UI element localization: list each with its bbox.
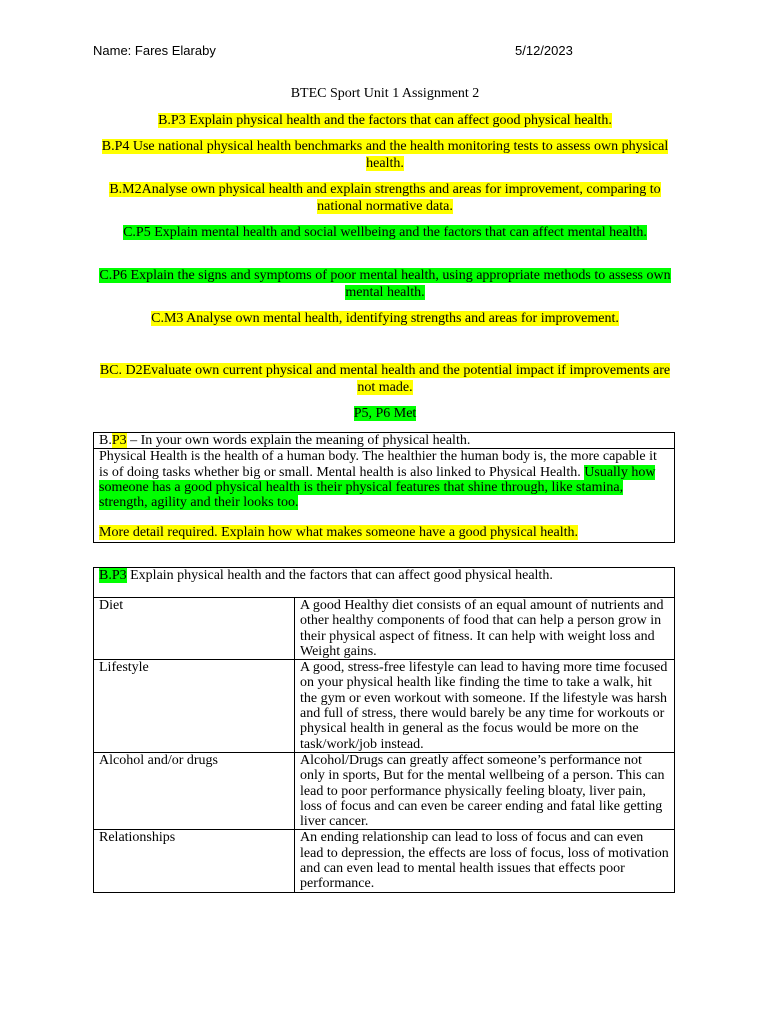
factor-description-cell[interactable]: Alcohol/Drugs can greatly affect someone’s performance not only in sports, But for the mental wellbeing of a person. This can lead to poor performance physically feeling bloaty, liver pain, loss of focus and can even be career ending and fatal like getting liver cancer. [295, 752, 675, 829]
table-row [94, 433, 675, 449]
question-cell [94, 433, 675, 449]
criterion-bp4-text: B.P4 Use national physical health benchmarks and the health monitoring tests to assess own physical health. [101, 139, 669, 171]
table-row [94, 752, 675, 829]
met-status-text: P5, P6 Met [353, 406, 417, 421]
assignment-title-text: BTEC Sport Unit 1 Assignment 2 [290, 86, 480, 101]
question-text: – In your own words explain the meaning of physical health. [126, 433, 471, 448]
criterion-cm3 [90, 311, 680, 328]
factor-description-cell[interactable]: A good, stress-free lifestyle can lead to having more time focused on your physical health like finding the time to take a walk, hit the gym or even workout with someone. If the lifestyle was harsh and full of stress, there would barely be any time for workouts or physical health in general as the focus would be more on the task/work/job instead. [295, 660, 675, 753]
criterion-bp3 [90, 113, 680, 130]
table-row [94, 598, 675, 660]
factor-cell: Diet [94, 598, 295, 660]
factor-cell: Lifestyle [94, 660, 295, 753]
criterion-cp5-text: C.P5 Explain mental health and social wellbeing and the factors that can affect mental health. [123, 225, 647, 240]
criterion-bp4 [90, 139, 680, 172]
criterion-bp3-text: B.P3 Explain physical health and the factors that can affect good physical health. [158, 113, 612, 128]
assignment-title [90, 86, 680, 103]
factors-header-text: Explain physical health and the factors that can affect good physical health. [126, 568, 553, 583]
criterion-cp6 [90, 268, 680, 301]
question-prefix: B. [99, 433, 112, 448]
teacher-feedback: More detail required. Explain how what makes someone have a good physical health. [99, 525, 578, 541]
table-row [94, 660, 675, 753]
factor-description-cell[interactable]: A good Healthy diet consists of an equal amount of nutrients and other healthy components of food that can help a person grow in their physical aspect of fitness. It can help with weight loss and Weight gains. [295, 598, 675, 660]
answer-highlighted-text: Usually how someone has a good physical health is their physical features that shine through, like stamina, strength, agility and their looks too. [99, 464, 656, 511]
question-code: P3 [111, 433, 127, 448]
criterion-cm3-text: C.M3 Analyse own mental health, identifying strengths and areas for improvement. [151, 311, 619, 326]
criterion-bm2 [90, 182, 680, 215]
student-name: Name: Fares Elaraby [93, 43, 216, 58]
physical-health-meaning-table [93, 432, 675, 543]
criterion-d2-text: BC. D2Evaluate own current physical and mental health and the potential impact if improvements are not made. [99, 363, 671, 395]
factor-description-cell[interactable]: An ending relationship can lead to loss of focus and can even lead to depression, the effects are loss of focus, loss of motivation and can even lead to mental health issues that effects poor performance. [295, 830, 675, 892]
criterion-d2 [90, 363, 680, 396]
table-row [94, 830, 675, 892]
document-date: 5/12/2023 [515, 43, 573, 58]
factors-header-code: B.P3 [99, 568, 127, 583]
criterion-bm2-text: B.M2Analyse own physical health and explain strengths and areas for improvement, comparing to national normative data. [109, 182, 661, 214]
answer-text: Physical Health is the health of a human body. The healthier the human body is, the more capable it is of doing tasks whether big or small. Mental health is also linked to Physical Health. [99, 449, 657, 480]
criterion-cp5 [90, 225, 680, 242]
factors-table [93, 567, 675, 893]
factor-cell: Relationships [94, 830, 295, 892]
factor-cell: Alcohol and/or drugs [94, 752, 295, 829]
table-row [94, 568, 675, 598]
factors-table-header [94, 568, 675, 598]
met-status [90, 406, 680, 423]
answer-cell[interactable] [94, 449, 675, 542]
table-row [94, 449, 675, 542]
criterion-cp6-text: C.P6 Explain the signs and symptoms of poor mental health, using appropriate methods to assess own mental health. [99, 268, 671, 300]
